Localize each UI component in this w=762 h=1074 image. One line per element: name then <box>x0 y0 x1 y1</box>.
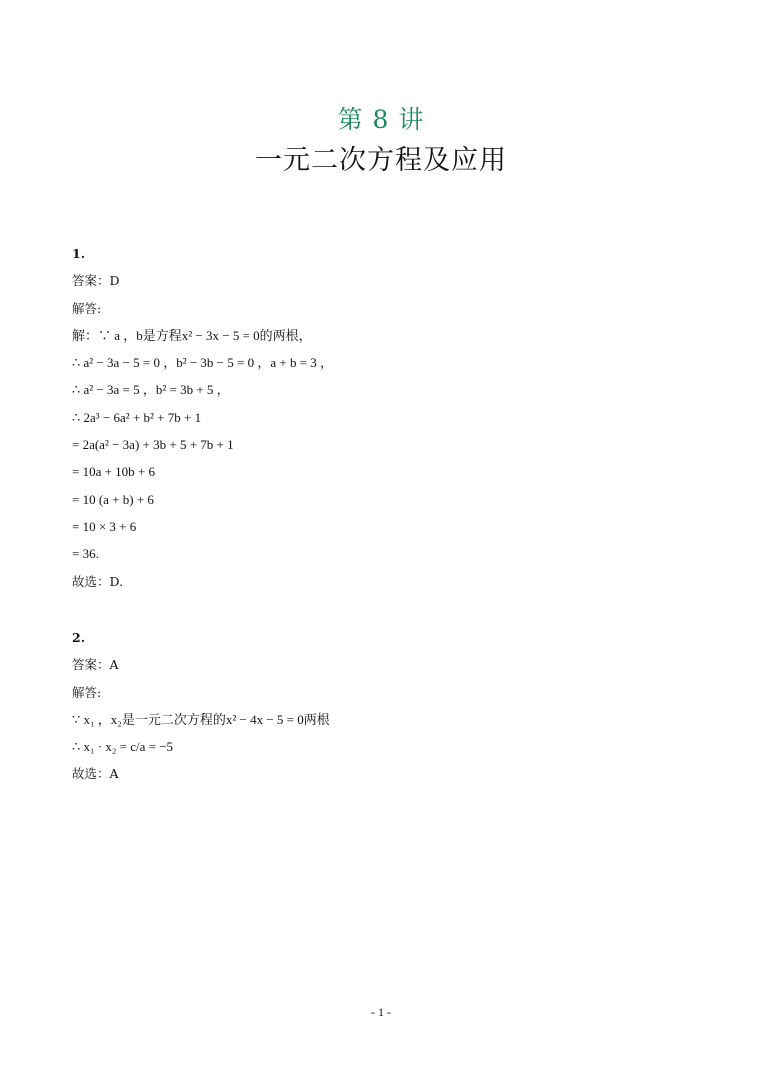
solution-line: = 2a(a² − 3a) + 3b + 5 + 7b + 1 <box>72 437 234 453</box>
answer-line: 答案：D <box>72 273 120 289</box>
solution-label: 解答: <box>72 300 102 316</box>
solution-line: ∵ x₁ ，x₂是一元二次方程的x² − 4x − 5 = 0两根 <box>72 711 330 727</box>
solution-line: = 36. <box>72 546 99 562</box>
lesson-number: 第 8 讲 <box>337 105 425 134</box>
choice-line: 故选：A <box>72 766 119 782</box>
solution-line: = 10 (a + b) + 6 <box>72 491 154 507</box>
solution-line: 解：∵ a ，b是方程x² − 3x − 5 = 0的两根， <box>72 327 312 343</box>
question-2 <box>72 624 692 788</box>
choice-line: 故选：D. <box>72 573 124 589</box>
solution-line: ∴ a² − 3a − 5 = 0 ，b² − 3b − 5 = 0 ，a + b = 3 ， <box>72 355 334 371</box>
question-1 <box>72 240 692 595</box>
solution-line: ∴ a² − 3a = 5 ，b² = 3b + 5 ， <box>72 382 230 398</box>
solution-line: ∴ x₁ · x₂ = c/a = −5 <box>72 739 174 755</box>
question-number: 1. <box>72 246 86 261</box>
answer-line: 答案：A <box>72 657 119 673</box>
solution-label: 解答: <box>72 684 102 700</box>
solution-line: = 10a + 10b + 6 <box>72 464 156 480</box>
solution-line: ∴ 2a³ − 6a² + b² + 7b + 1 <box>72 409 202 425</box>
page-title: 一元二次方程及应用 <box>255 145 507 176</box>
solution-line: = 10 × 3 + 6 <box>72 518 137 534</box>
question-number: 2. <box>72 630 86 645</box>
page-number: - 1 - <box>371 1005 391 1019</box>
